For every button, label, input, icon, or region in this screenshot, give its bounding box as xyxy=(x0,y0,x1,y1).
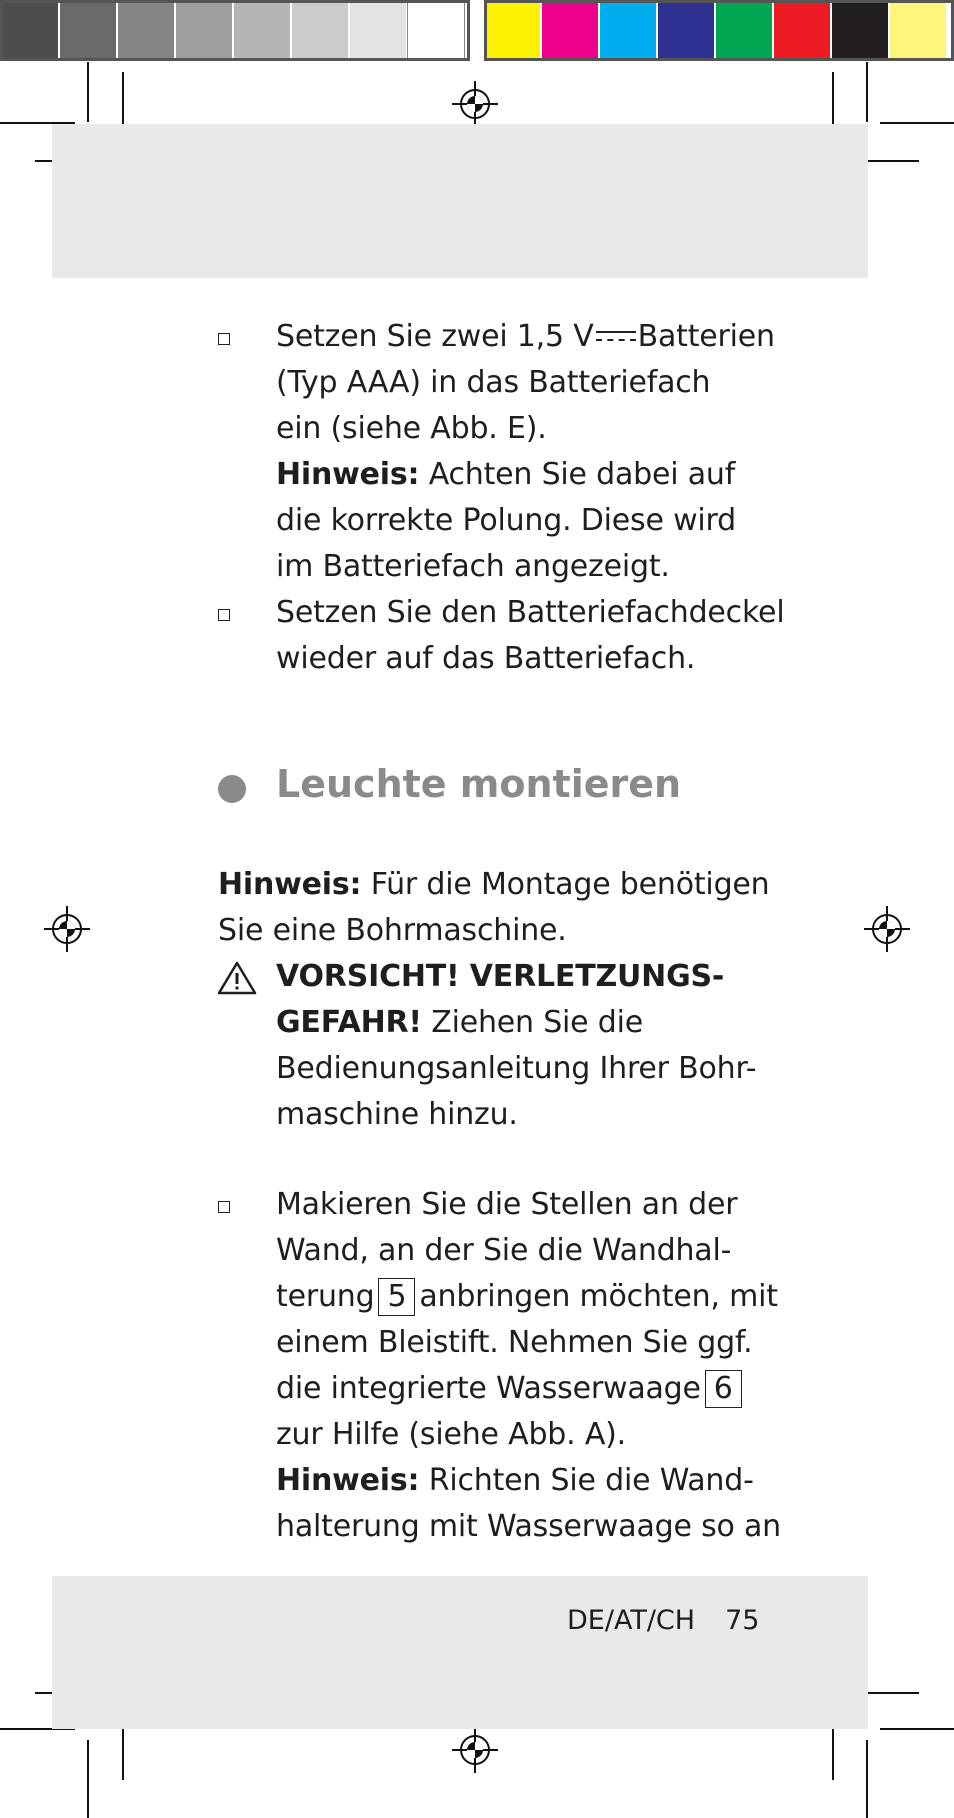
crop-mark xyxy=(87,1740,89,1818)
crop-mark xyxy=(87,62,89,122)
registration-mark-right-icon xyxy=(864,906,910,952)
mounting-step-line-5: die integrierte Wasserwaage 6 xyxy=(276,1366,746,1412)
battery-step-1-line-6: im Batteriefach angezeigt. xyxy=(276,549,670,584)
part-reference-6: 6 xyxy=(705,1370,742,1408)
header-band xyxy=(52,124,868,278)
page-footer xyxy=(567,1605,759,1636)
part-reference-5: 5 xyxy=(378,1278,415,1316)
color-bar-frame xyxy=(484,0,954,61)
crop-mark xyxy=(880,122,954,124)
crop-mark xyxy=(866,62,868,122)
warning-line-4: maschine hinzu. xyxy=(276,1097,518,1132)
registration-mark-left-icon xyxy=(44,906,90,952)
registration-mark-top-icon xyxy=(452,81,498,127)
checkbox-bullet-icon xyxy=(218,609,230,621)
dc-voltage-icon xyxy=(596,328,636,348)
region-label: DE/AT/CH xyxy=(567,1605,696,1636)
mounting-step-line-7: Hinweis: Richten Sie die Wand- xyxy=(276,1463,754,1498)
crop-mark xyxy=(864,160,919,162)
mounting-step-line-3: terung 5 anbringen möchten, mit xyxy=(276,1279,778,1314)
crop-mark xyxy=(122,1720,124,1780)
battery-step-1-line-3: ein (siehe Abb. E). xyxy=(276,411,547,446)
warning-line-1: VORSICHT! VERLETZUNGS- xyxy=(276,959,725,994)
note-label: Hinweis: xyxy=(276,457,420,492)
mounting-step-line-8: halterung mit Wasserwaage so an xyxy=(276,1509,781,1544)
warning-triangle-icon xyxy=(216,960,258,996)
battery-step-1-line-4: Hinweis: Achten Sie dabei auf xyxy=(276,457,736,492)
heading-bullet-icon xyxy=(218,775,246,803)
color-bar-frame xyxy=(0,0,470,61)
mounting-step-line-4: einem Bleistift. Nehmen Sie ggf. xyxy=(276,1325,753,1360)
crop-mark xyxy=(864,1692,919,1694)
battery-step-2-line-1: Setzen Sie den Batteriefachdeckel xyxy=(276,595,785,630)
mounting-step-line-2: Wand, an der Sie die Wandhal- xyxy=(276,1233,732,1268)
battery-step-1-line-5: die korrekte Polung. Diese wird xyxy=(276,503,736,538)
page-number: 75 xyxy=(725,1605,760,1636)
note-label: Hinweis: xyxy=(276,1463,420,1498)
warning-line-3: Bedienungsanleitung Ihrer Bohr- xyxy=(276,1051,757,1086)
checkbox-bullet-icon xyxy=(218,1201,230,1213)
crop-mark xyxy=(866,1740,868,1818)
crop-mark xyxy=(832,72,834,132)
mounting-step-line-1: Makieren Sie die Stellen an der xyxy=(276,1187,738,1222)
registration-mark-bottom-icon xyxy=(452,1727,498,1773)
crop-mark xyxy=(832,1720,834,1780)
footer-band xyxy=(52,1576,868,1729)
note-label: Hinweis: xyxy=(218,867,362,902)
section-heading: Leuchte montieren xyxy=(276,762,682,806)
battery-step-1-line-1: Setzen Sie zwei 1,5 V Batterien xyxy=(276,319,775,354)
battery-step-2-line-2: wieder auf das Batteriefach. xyxy=(276,641,696,676)
crop-mark xyxy=(122,72,124,132)
checkbox-bullet-icon xyxy=(218,333,230,345)
mounting-note-line-1: Hinweis: Für die Montage benötigen xyxy=(218,867,770,902)
warning-line-2: GEFAHR! Ziehen Sie die xyxy=(276,1005,643,1040)
print-color-bar xyxy=(0,0,954,62)
crop-mark xyxy=(880,1728,954,1730)
battery-step-1-line-2: (Typ AAA) in das Batteriefach xyxy=(276,365,711,400)
mounting-note-line-2: Sie eine Bohrmaschine. xyxy=(218,913,567,948)
mounting-step-line-6: zur Hilfe (siehe Abb. A). xyxy=(276,1417,626,1452)
